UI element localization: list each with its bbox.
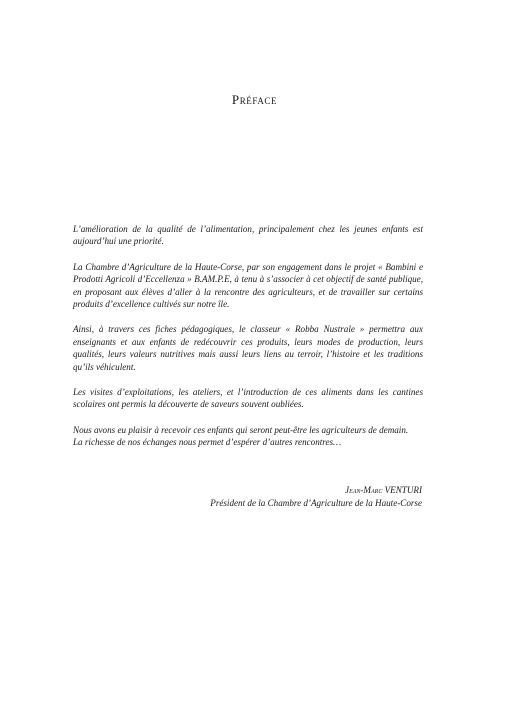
paragraph-3: Ainsi, à travers ces fiches pédagogiques, le classeur « Robba Nustrale » permettra aux enseignants et aux enfants de redécouvrir ces produits, leurs modes de production, leurs qualités, leurs valeurs nutritives mais aussi leurs liens au terroir, l’histoire et les traditions qu’ils véhiculent. [73, 324, 423, 372]
paragraph-6: La richesse de nos échanges nous permet d’espérer d’autres rencontres… [73, 437, 342, 448]
signatory-role: Président de la Chambre d’Agriculture de la Haute-Corse [210, 497, 422, 508]
preface-body [73, 223, 423, 449]
paragraph-4: Les visites d’exploitations, les ateliers, et l’introduction de ces aliments dans les cantines scolaires ont permis la découverte de saveurs souvent oubliées. [73, 387, 423, 410]
page-title: Préface [231, 92, 278, 107]
paragraph-2: La Chambre d’Agriculture de la Haute-Corse, par son engagement dans le projet « Bambini e Prodotti Agricoli d’Eccellenza » B.AM.P.E, à tenu à s’associer à cet objectif de santé publique, en proposant aux élèves d’aller à la rencontre des agriculteurs, et de travailler sur certains produits d’excellence cultivés sur notre île. [73, 261, 423, 310]
signature-block [210, 484, 422, 509]
paragraph-5: Nous avons eu plaisir à recevoir ces enfants qui seront peut-être les agriculteurs de demain. [73, 424, 409, 435]
signatory-name: Jean-Marc VENTURI [345, 485, 422, 495]
paragraph-1: L’amélioration de la qualité de l’alimentation, principalement chez les jeunes enfants est aujourd’hui une priorité. [73, 224, 423, 247]
